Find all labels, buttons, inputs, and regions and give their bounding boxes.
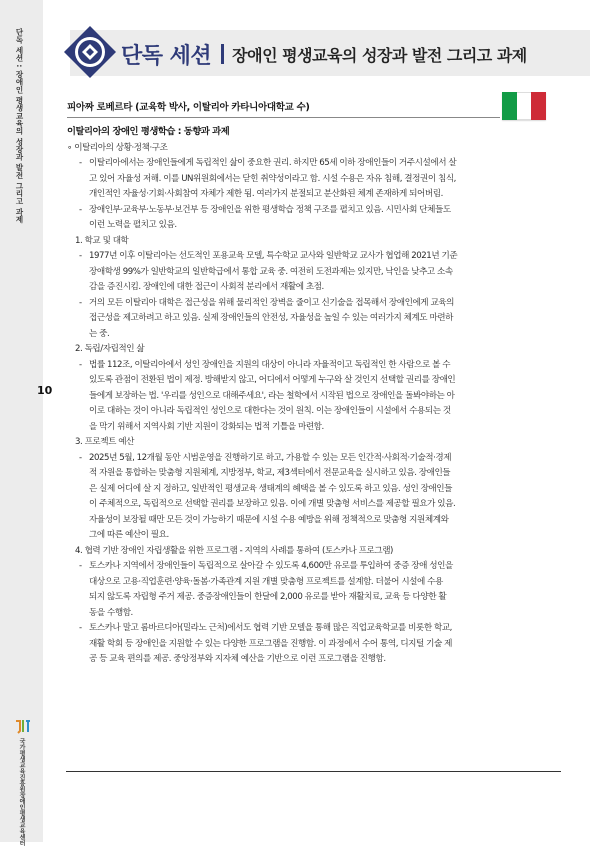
list-item <box>67 296 555 343</box>
text-line: 토스카나 지역에서 장애인들이 독립적으로 살아갈 수 있도록 4,600만 유로를 투입하여 중증 장애 성인을 <box>89 561 453 571</box>
text-line: 이로 대하는 것이 아니라 독립적인 성인으로 대한다는 것이 원칙. 이는 장애인들이 시설에서 수용되는 것 <box>89 406 451 416</box>
text-line: 공 등 교육 편의를 제공. 중앙정부와 지자체 예산을 기반으로 이런 프로그램을 진행함. <box>89 654 386 664</box>
page-title <box>121 37 527 71</box>
italy-flag-icon <box>502 92 546 120</box>
diamond-emblem-icon <box>63 25 117 79</box>
text-line: 법률 112조, 이탈리아에서 성인 장애인을 지원의 대상이 아니라 자율적이고 독립적인 한 사람으로 볼 수 <box>89 359 451 370</box>
text-line: 거의 모든 이탈리아 대학은 접근성을 위해 물리적인 장벽을 줄이고 신기술을 접목해서 장애인에게 교육의 <box>89 297 454 308</box>
text-line: 적 자원을 통합하는 맞춤형 지원체계, 지방정부, 학교, 제3섹터에서 전문교육을 실시하고 있음. 장애인들 <box>89 468 451 478</box>
list-item <box>67 621 555 668</box>
list-item <box>67 156 555 203</box>
text-line: 들에게 보장하는 법. '우리를 성인으로 대해주세요', 라는 철학에서 시작된 법으로 장애인을 돌봐야하는 아 <box>89 390 455 401</box>
title-main: 단독 세션 <box>121 43 212 69</box>
list-item <box>67 451 555 544</box>
document-body <box>67 121 555 668</box>
dash-bullet: - <box>79 251 82 261</box>
text-line: 토스카나 말고 롬바르디아(밀라노 근처)에서도 협력 기반 모델을 통해 많은 직업교육학교를 비롯한 학교, <box>89 623 452 633</box>
section-heading: 4. 협력 기반 장애인 자립생활을 위한 프로그램 - 지역의 사례를 통하여 (토스카나 프로그램) <box>75 545 393 556</box>
dash-bullet: - <box>79 158 82 168</box>
text-line: 자율성이 보장될 때만 모든 것이 가능하기 때문에 시설 수용 예방을 위해 정책적으로 맞춤형 지원체계와 <box>89 514 449 525</box>
section-subtitle: 이탈리아의 장애인 평생학습 : 동향과 과제 <box>67 126 230 137</box>
dash-bullet: - <box>79 623 82 633</box>
text-line: 2025년 5월, 12개월 동안 시범운영을 진행하기로 하고, 가용할 수 있는 모든 인간적·사회적·기술적·경제 <box>89 452 452 463</box>
footer-divider <box>66 771 561 772</box>
text-line: 을 막기 위해서 지역사회 기반 지원이 강화되는 법적 기틀을 마련함. <box>89 421 324 432</box>
org-logo-icon <box>14 718 32 734</box>
page-number: 10 <box>37 384 53 397</box>
text-line: 장애학생 99%가 일반학교의 일반학급에서 통합 교육 중. 여전히 도전과제는 있지만, 낙인을 낮추고 소속 <box>89 266 453 277</box>
text-line: 감을 증진시킴. 장애인에 대한 접근이 사회적 분리에서 재활에 초점. <box>89 282 324 292</box>
speaker-name: 피아짜 로베르타 (교육학 박사, 이탈리아 카타니아대학교 수) <box>67 102 310 113</box>
text-line: 재활 학회 등 장애인을 지원할 수 있는 다양한 프로그램을 진행함. 이 과정에서 수어 통역, 디지털 기술 제 <box>89 638 452 649</box>
text-line: 이탈리아에서는 장애인들에게 독립적인 삶이 중요한 권리. 하지만 65세 이하 장애인들이 거주시설에서 살 <box>89 158 457 168</box>
text-line: 1977년 이후 이탈리아는 선도적인 포용교육 모델, 특수학교 교사와 일반학교 교사가 협업해 2021년 기준 <box>89 251 458 261</box>
text-line: 있도록 관점이 전환된 법이 제정. 방해받지 않고, 어디에서 어떻게 누구와 살 것인지 선택할 권리를 장애인 <box>89 375 456 385</box>
text-line: 되지 않도록 자립형 주거 제공. 중증장애인들이 한달에 2,000 유로를 받아 재활치료, 교육 등 다양한 활 <box>89 592 447 602</box>
dash-bullet: - <box>79 452 82 463</box>
title-subtitle: 장애인 평생교육의 성장과 발전 그리고 과제 <box>232 45 527 65</box>
list-item <box>67 358 555 436</box>
title-separator <box>221 44 224 64</box>
text-line: 은 실제 어디에 살 지 정하고, 일반적인 평생교육 생태계의 혜택을 볼 수 있도록 하고 있음. 성인 장애인들 <box>89 483 452 494</box>
list-item <box>67 249 555 296</box>
sidebar <box>0 0 53 846</box>
org-name: 국가평생교육진흥원장애인평생교육센터 <box>18 738 25 846</box>
section-heading: 1. 학교 및 대학 <box>75 235 129 246</box>
text-line: 개인적인 자율성·기회·사회참여 자체가 제한 됨. 여러가지 분절되고 분산화된 체계 존재하게 되어버림. <box>89 189 443 199</box>
text-line: 고 있어 자율성 저해. 이를 UN위원회에서는 닫힌 취약성이라고 함. 시설 수용은 자유 침해, 결정권이 침식, <box>89 173 456 184</box>
dash-bullet: - <box>79 204 82 215</box>
list-item <box>67 203 555 234</box>
section-heading: 2. 독립/자립적인 삶 <box>75 344 145 354</box>
dash-bullet: - <box>79 297 82 308</box>
dash-bullet: - <box>79 561 82 571</box>
running-title: 단독 세션 : 장애인 평생교육의 성장과 발전 그리고 과제 <box>15 28 24 224</box>
text-line: 접근성을 제고하려고 하고 있음. 실제 장애인들의 안전성, 자율성을 높일 수 있는 여러가지 체계도 마련하 <box>89 313 453 323</box>
section-heading: ∘ 이탈리아의 상황·정책·구조 <box>67 142 168 153</box>
speaker-divider <box>67 117 500 118</box>
text-line: 대상으로 고용·직업훈련·양육·돌봄·가족관계 지원 개별 맞춤형 프로젝트를 설계함. 더불어 시설에 수용 <box>89 576 443 587</box>
section-heading: 3. 프로젝트 예산 <box>75 437 134 447</box>
text-line: 동을 수행함. <box>89 607 133 618</box>
text-line: 는 중. <box>89 328 110 339</box>
text-line: 이런 노력을 펼치고 있음. <box>89 220 177 230</box>
text-line: 이 주체적으로, 독립적으로 선택할 권리를 보장하고 있음. 이에 개별 맞춤형 서비스를 제공할 필요가 있음. <box>89 499 456 509</box>
dash-bullet: - <box>79 359 82 370</box>
text-line: 장애인부·교육부·노동부·보건부 등 장애인을 위한 평생학습 정책 구조를 펼치고 있음. 시민사회 단체들도 <box>89 204 451 215</box>
text-line: 그에 따른 예산이 필요. <box>89 530 169 540</box>
list-item <box>67 559 555 621</box>
